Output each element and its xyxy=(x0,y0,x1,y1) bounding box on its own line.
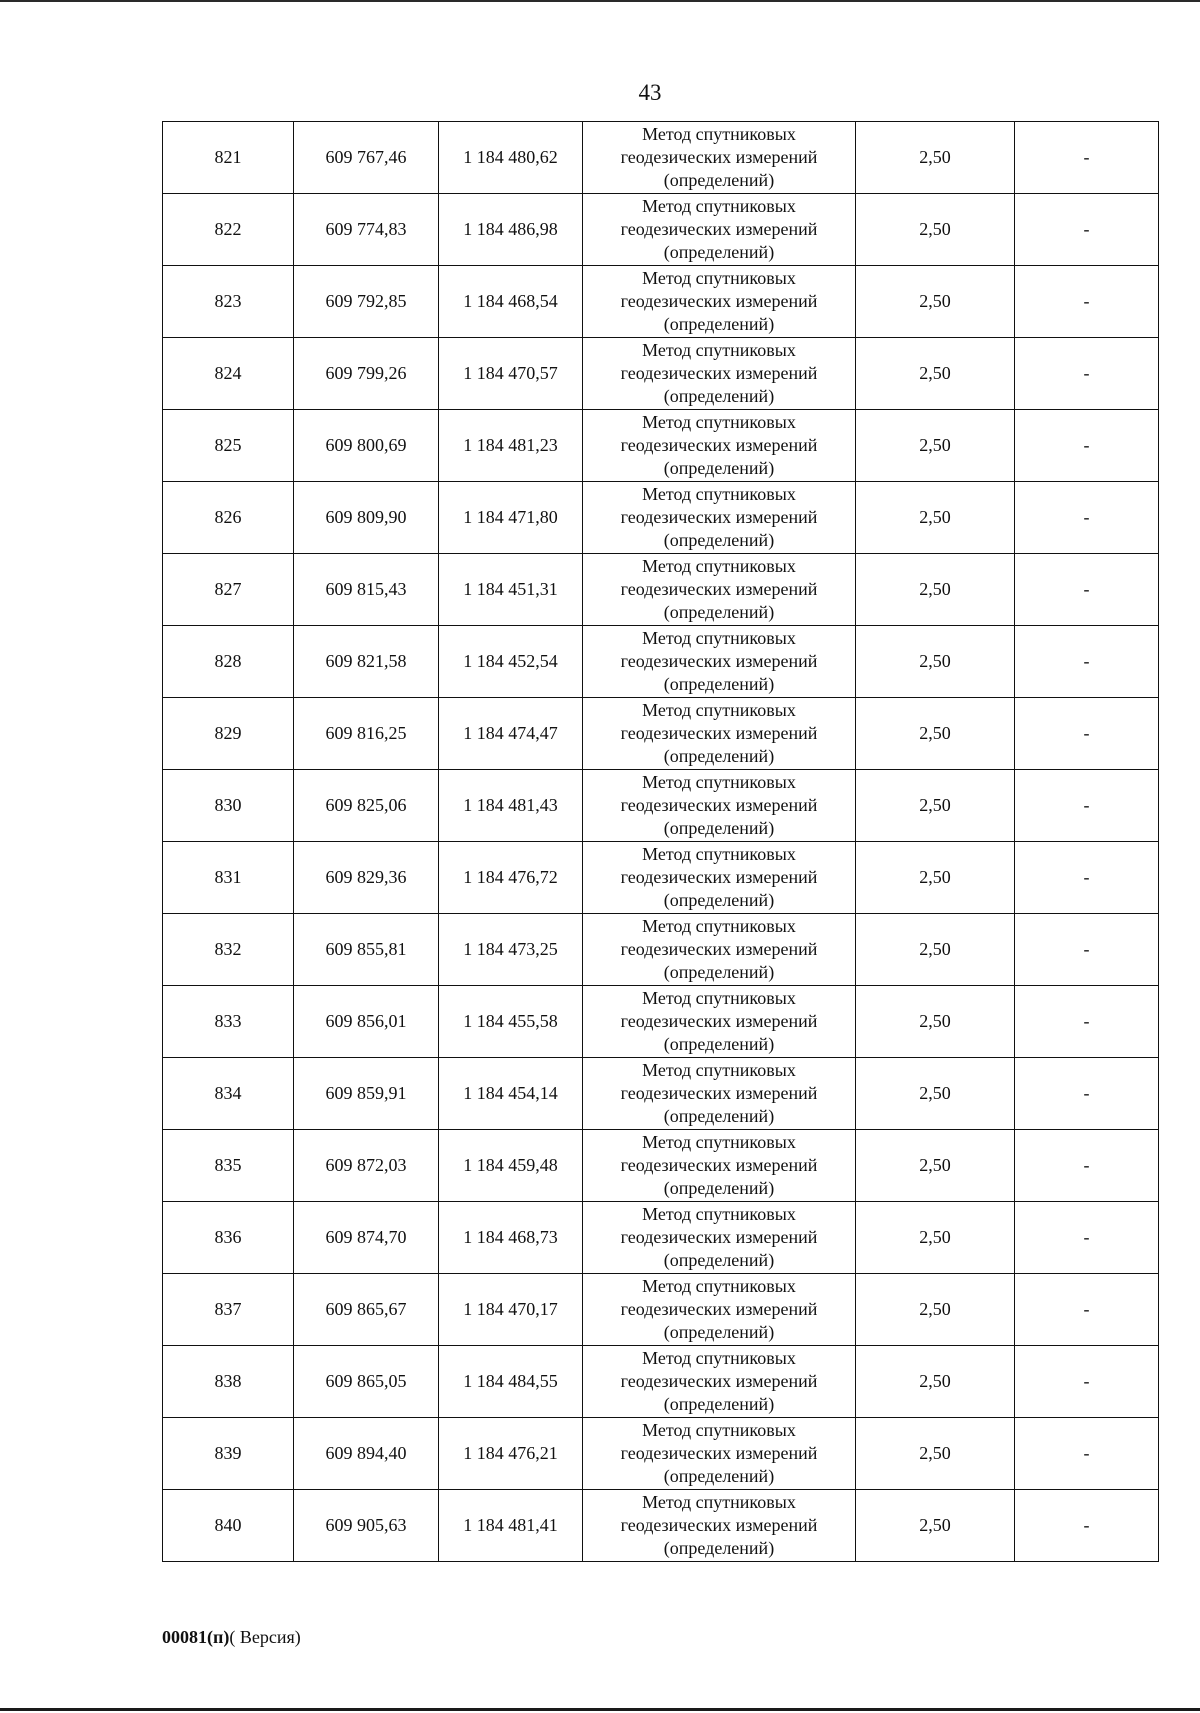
method-cell xyxy=(583,122,856,194)
method-cell xyxy=(583,554,856,626)
point-number-cell: 837 xyxy=(163,1274,294,1346)
point-number-cell: 826 xyxy=(163,482,294,554)
method-cell xyxy=(583,482,856,554)
table-row xyxy=(163,1202,1159,1274)
description-cell: - xyxy=(1015,410,1159,482)
accuracy-cell: 2,50 xyxy=(856,770,1015,842)
description-cell: - xyxy=(1015,266,1159,338)
method-text-line1: Метод спутниковых xyxy=(642,412,796,432)
accuracy-cell: 2,50 xyxy=(856,842,1015,914)
table-row xyxy=(163,1058,1159,1130)
table-row xyxy=(163,842,1159,914)
point-number-cell: 821 xyxy=(163,122,294,194)
x-coordinate-cell: 609 865,67 xyxy=(294,1274,439,1346)
y-coordinate-cell: 1 184 470,17 xyxy=(439,1274,583,1346)
method-text-line1: Метод спутниковых xyxy=(642,1492,796,1512)
method-text-line2: геодезических измерений xyxy=(620,147,818,167)
y-coordinate-cell: 1 184 486,98 xyxy=(439,194,583,266)
y-coordinate-cell: 1 184 481,43 xyxy=(439,770,583,842)
point-number-cell: 824 xyxy=(163,338,294,410)
description-cell: - xyxy=(1015,482,1159,554)
x-coordinate-cell: 609 894,40 xyxy=(294,1418,439,1490)
method-cell xyxy=(583,338,856,410)
method-text-line3: (определений) xyxy=(663,674,775,694)
point-number-cell: 832 xyxy=(163,914,294,986)
point-number-cell: 825 xyxy=(163,410,294,482)
accuracy-cell: 2,50 xyxy=(856,626,1015,698)
x-coordinate-cell: 609 792,85 xyxy=(294,266,439,338)
method-text-line3: (определений) xyxy=(663,1250,775,1270)
table-row xyxy=(163,1490,1159,1562)
description-cell: - xyxy=(1015,626,1159,698)
y-coordinate-cell: 1 184 459,48 xyxy=(439,1130,583,1202)
table-row xyxy=(163,1130,1159,1202)
method-text-line2: геодезических измерений xyxy=(620,219,818,239)
point-number-cell: 829 xyxy=(163,698,294,770)
method-text-line1: Метод спутниковых xyxy=(642,124,796,144)
point-number-cell: 830 xyxy=(163,770,294,842)
description-cell: - xyxy=(1015,770,1159,842)
point-number-cell: 827 xyxy=(163,554,294,626)
table-row xyxy=(163,410,1159,482)
description-cell: - xyxy=(1015,1274,1159,1346)
method-text-line2: геодезических измерений xyxy=(620,291,818,311)
method-text-line1: Метод спутниковых xyxy=(642,196,796,216)
method-cell xyxy=(583,770,856,842)
point-number-cell: 833 xyxy=(163,986,294,1058)
method-text-line2: геодезических измерений xyxy=(620,507,818,527)
x-coordinate-cell: 609 821,58 xyxy=(294,626,439,698)
point-number-cell: 831 xyxy=(163,842,294,914)
method-text-line3: (определений) xyxy=(663,530,775,550)
method-cell xyxy=(583,1274,856,1346)
method-text-line1: Метод спутниковых xyxy=(642,988,796,1008)
method-text-line2: геодезических измерений xyxy=(620,1011,818,1031)
method-text-line3: (определений) xyxy=(663,314,775,334)
method-text-line1: Метод спутниковых xyxy=(642,1348,796,1368)
accuracy-cell: 2,50 xyxy=(856,1274,1015,1346)
method-text-line3: (определений) xyxy=(663,1178,775,1198)
table-row xyxy=(163,770,1159,842)
y-coordinate-cell: 1 184 471,80 xyxy=(439,482,583,554)
table-row xyxy=(163,122,1159,194)
method-text-line2: геодезических измерений xyxy=(620,1155,818,1175)
y-coordinate-cell: 1 184 470,57 xyxy=(439,338,583,410)
x-coordinate-cell: 609 829,36 xyxy=(294,842,439,914)
point-number-cell: 840 xyxy=(163,1490,294,1562)
description-cell: - xyxy=(1015,194,1159,266)
method-text-line2: геодезических измерений xyxy=(620,1515,818,1535)
method-cell xyxy=(583,626,856,698)
description-cell: - xyxy=(1015,554,1159,626)
method-text-line3: (определений) xyxy=(663,890,775,910)
coordinates-table-body xyxy=(163,122,1159,1562)
method-text-line2: геодезических измерений xyxy=(620,1227,818,1247)
method-text-line2: геодезических измерений xyxy=(620,651,818,671)
x-coordinate-cell: 609 855,81 xyxy=(294,914,439,986)
method-cell xyxy=(583,266,856,338)
method-text-line3: (определений) xyxy=(663,746,775,766)
method-text-line2: геодезических измерений xyxy=(620,939,818,959)
description-cell: - xyxy=(1015,122,1159,194)
method-cell xyxy=(583,986,856,1058)
method-text-line1: Метод спутниковых xyxy=(642,1132,796,1152)
x-coordinate-cell: 609 872,03 xyxy=(294,1130,439,1202)
footer-code-version: ( Версия) xyxy=(229,1627,301,1647)
method-cell xyxy=(583,1418,856,1490)
method-cell xyxy=(583,194,856,266)
table-row xyxy=(163,338,1159,410)
method-text-line1: Метод спутниковых xyxy=(642,268,796,288)
method-text-line2: геодезических измерений xyxy=(620,867,818,887)
x-coordinate-cell: 609 815,43 xyxy=(294,554,439,626)
method-cell xyxy=(583,1202,856,1274)
method-text-line3: (определений) xyxy=(663,818,775,838)
table-row xyxy=(163,626,1159,698)
method-text-line2: геодезических измерений xyxy=(620,435,818,455)
accuracy-cell: 2,50 xyxy=(856,554,1015,626)
x-coordinate-cell: 609 856,01 xyxy=(294,986,439,1058)
method-text-line1: Метод спутниковых xyxy=(642,916,796,936)
page-number: 43 xyxy=(638,80,662,105)
y-coordinate-cell: 1 184 474,47 xyxy=(439,698,583,770)
y-coordinate-cell: 1 184 480,62 xyxy=(439,122,583,194)
description-cell: - xyxy=(1015,698,1159,770)
accuracy-cell: 2,50 xyxy=(856,1130,1015,1202)
point-number-cell: 838 xyxy=(163,1346,294,1418)
description-cell: - xyxy=(1015,1202,1159,1274)
description-cell: - xyxy=(1015,1058,1159,1130)
method-text-line1: Метод спутниковых xyxy=(642,340,796,360)
scan-edge-top xyxy=(0,0,1200,2)
method-cell xyxy=(583,1058,856,1130)
y-coordinate-cell: 1 184 476,72 xyxy=(439,842,583,914)
table-row xyxy=(163,1418,1159,1490)
method-text-line1: Метод спутниковых xyxy=(642,700,796,720)
y-coordinate-cell: 1 184 473,25 xyxy=(439,914,583,986)
x-coordinate-cell: 609 799,26 xyxy=(294,338,439,410)
method-cell xyxy=(583,410,856,482)
accuracy-cell: 2,50 xyxy=(856,194,1015,266)
method-text-line2: геодезических измерений xyxy=(620,1443,818,1463)
method-text-line1: Метод спутниковых xyxy=(642,1276,796,1296)
y-coordinate-cell: 1 184 481,23 xyxy=(439,410,583,482)
method-text-line2: геодезических измерений xyxy=(620,1371,818,1391)
point-number-cell: 835 xyxy=(163,1130,294,1202)
method-text-line1: Метод спутниковых xyxy=(642,556,796,576)
x-coordinate-cell: 609 767,46 xyxy=(294,122,439,194)
document-footer-code xyxy=(162,1627,301,1648)
method-cell xyxy=(583,914,856,986)
point-number-cell: 839 xyxy=(163,1418,294,1490)
table-row xyxy=(163,914,1159,986)
method-text-line2: геодезических измерений xyxy=(620,795,818,815)
accuracy-cell: 2,50 xyxy=(856,986,1015,1058)
method-text-line3: (определений) xyxy=(663,242,775,262)
x-coordinate-cell: 609 800,69 xyxy=(294,410,439,482)
method-text-line1: Метод спутниковых xyxy=(642,1204,796,1224)
method-text-line3: (определений) xyxy=(663,170,775,190)
method-text-line2: геодезических измерений xyxy=(620,723,818,743)
accuracy-cell: 2,50 xyxy=(856,1346,1015,1418)
method-text-line1: Метод спутниковых xyxy=(642,484,796,504)
method-text-line3: (определений) xyxy=(663,1106,775,1126)
method-text-line1: Метод спутниковых xyxy=(642,1420,796,1440)
method-text-line2: геодезических измерений xyxy=(620,363,818,383)
description-cell: - xyxy=(1015,1346,1159,1418)
method-cell xyxy=(583,842,856,914)
method-cell xyxy=(583,1490,856,1562)
description-cell: - xyxy=(1015,914,1159,986)
coordinates-table xyxy=(162,121,1159,1562)
method-text-line3: (определений) xyxy=(663,602,775,622)
scan-edge-bottom xyxy=(0,1708,1200,1711)
accuracy-cell: 2,50 xyxy=(856,266,1015,338)
method-text-line3: (определений) xyxy=(663,1394,775,1414)
x-coordinate-cell: 609 874,70 xyxy=(294,1202,439,1274)
method-text-line1: Метод спутниковых xyxy=(642,844,796,864)
method-cell xyxy=(583,1130,856,1202)
method-cell xyxy=(583,698,856,770)
table-row xyxy=(163,1346,1159,1418)
description-cell: - xyxy=(1015,1130,1159,1202)
method-text-line3: (определений) xyxy=(663,1322,775,1342)
y-coordinate-cell: 1 184 455,58 xyxy=(439,986,583,1058)
table-row xyxy=(163,698,1159,770)
method-text-line3: (определений) xyxy=(663,386,775,406)
method-text-line1: Метод спутниковых xyxy=(642,628,796,648)
accuracy-cell: 2,50 xyxy=(856,338,1015,410)
point-number-cell: 834 xyxy=(163,1058,294,1130)
point-number-cell: 822 xyxy=(163,194,294,266)
method-text-line1: Метод спутниковых xyxy=(642,1060,796,1080)
table-row xyxy=(163,266,1159,338)
method-text-line3: (определений) xyxy=(663,1034,775,1054)
description-cell: - xyxy=(1015,842,1159,914)
description-cell: - xyxy=(1015,1490,1159,1562)
method-text-line1: Метод спутниковых xyxy=(642,772,796,792)
y-coordinate-cell: 1 184 452,54 xyxy=(439,626,583,698)
accuracy-cell: 2,50 xyxy=(856,1202,1015,1274)
table-row xyxy=(163,482,1159,554)
method-text-line3: (определений) xyxy=(663,1538,775,1558)
y-coordinate-cell: 1 184 476,21 xyxy=(439,1418,583,1490)
method-text-line2: геодезических измерений xyxy=(620,1299,818,1319)
y-coordinate-cell: 1 184 451,31 xyxy=(439,554,583,626)
method-text-line3: (определений) xyxy=(663,458,775,478)
method-text-line3: (определений) xyxy=(663,1466,775,1486)
y-coordinate-cell: 1 184 484,55 xyxy=(439,1346,583,1418)
y-coordinate-cell: 1 184 454,14 xyxy=(439,1058,583,1130)
accuracy-cell: 2,50 xyxy=(856,698,1015,770)
table-row xyxy=(163,1274,1159,1346)
description-cell: - xyxy=(1015,1418,1159,1490)
y-coordinate-cell: 1 184 468,73 xyxy=(439,1202,583,1274)
description-cell: - xyxy=(1015,986,1159,1058)
method-text-line2: геодезических измерений xyxy=(620,579,818,599)
method-cell xyxy=(583,1346,856,1418)
point-number-cell: 828 xyxy=(163,626,294,698)
x-coordinate-cell: 609 809,90 xyxy=(294,482,439,554)
x-coordinate-cell: 609 816,25 xyxy=(294,698,439,770)
accuracy-cell: 2,50 xyxy=(856,482,1015,554)
x-coordinate-cell: 609 859,91 xyxy=(294,1058,439,1130)
point-number-cell: 823 xyxy=(163,266,294,338)
table-row xyxy=(163,986,1159,1058)
accuracy-cell: 2,50 xyxy=(856,122,1015,194)
footer-code-number: 00081(п) xyxy=(162,1627,230,1647)
x-coordinate-cell: 609 865,05 xyxy=(294,1346,439,1418)
y-coordinate-cell: 1 184 468,54 xyxy=(439,266,583,338)
description-cell: - xyxy=(1015,338,1159,410)
x-coordinate-cell: 609 774,83 xyxy=(294,194,439,266)
y-coordinate-cell: 1 184 481,41 xyxy=(439,1490,583,1562)
x-coordinate-cell: 609 905,63 xyxy=(294,1490,439,1562)
table-row xyxy=(163,554,1159,626)
x-coordinate-cell: 609 825,06 xyxy=(294,770,439,842)
method-text-line3: (определений) xyxy=(663,962,775,982)
method-text-line2: геодезических измерений xyxy=(620,1083,818,1103)
accuracy-cell: 2,50 xyxy=(856,914,1015,986)
point-number-cell: 836 xyxy=(163,1202,294,1274)
accuracy-cell: 2,50 xyxy=(856,1418,1015,1490)
accuracy-cell: 2,50 xyxy=(856,410,1015,482)
accuracy-cell: 2,50 xyxy=(856,1058,1015,1130)
table-row xyxy=(163,194,1159,266)
accuracy-cell: 2,50 xyxy=(856,1490,1015,1562)
